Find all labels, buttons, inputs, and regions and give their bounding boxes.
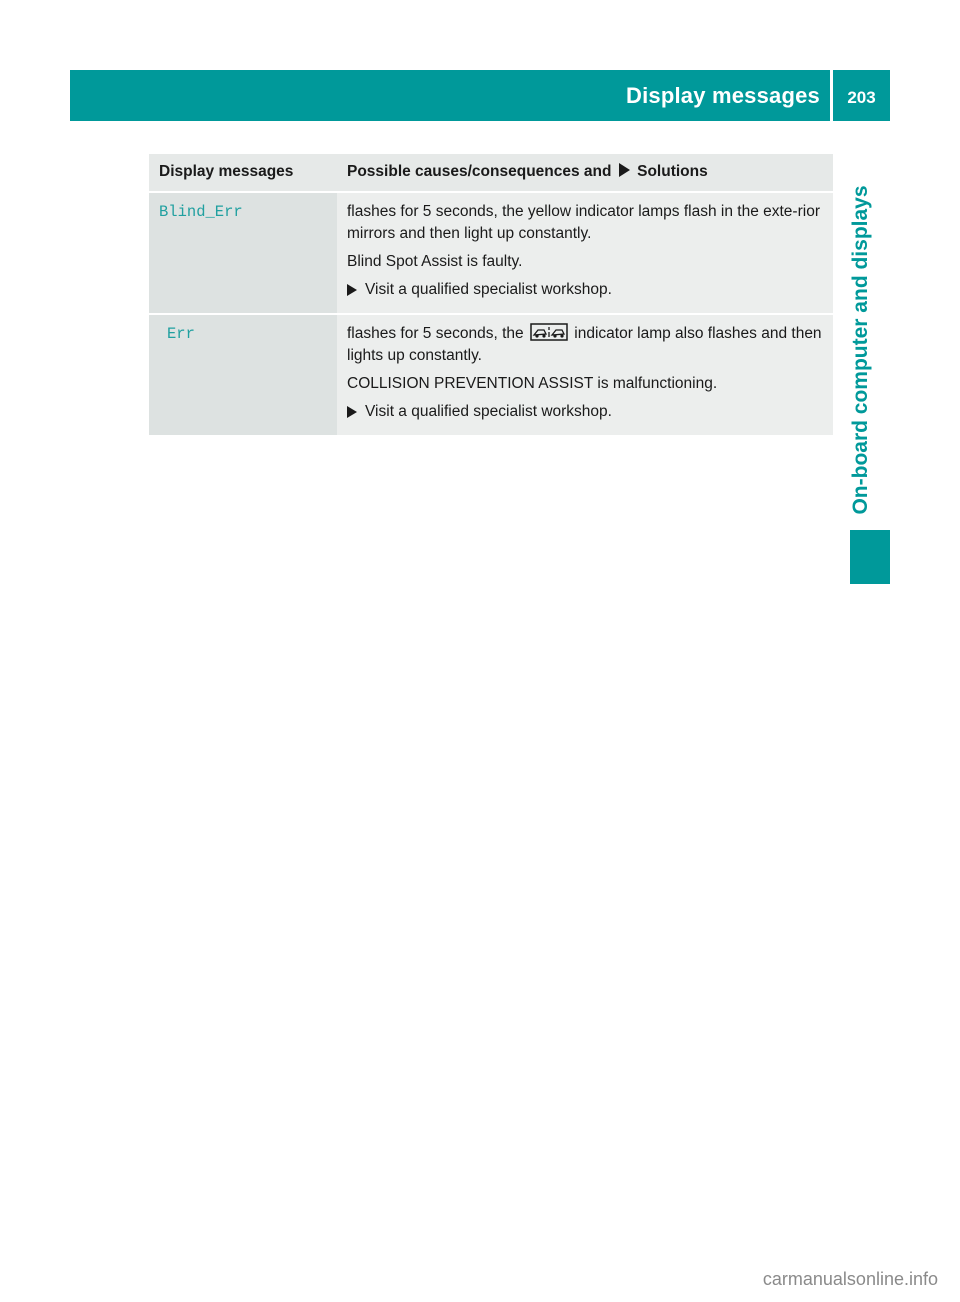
side-chapter-text: On-board computer and displays [849, 185, 872, 515]
side-chapter-tab [850, 530, 890, 584]
footer-watermark[interactable]: carmanualsonline.info [762, 1269, 938, 1289]
message-code: Err [167, 325, 195, 343]
column-header-causes: Possible causes/consequences and [347, 163, 612, 180]
display-messages-table [149, 154, 833, 435]
side-chapter-label [843, 170, 879, 530]
triangle-right-icon [619, 163, 630, 177]
page-header-bar [70, 70, 890, 121]
message-description [347, 323, 823, 367]
solution-step-text: Visit a qualified specialist workshop. [365, 281, 612, 298]
page-number: 203 [847, 88, 876, 107]
message-code: Blind_Err [159, 203, 243, 221]
message-description-cell [337, 314, 833, 435]
message-cause: COLLISION PREVENTION ASSIST is malfunctioning. [347, 375, 718, 392]
triangle-right-icon [347, 284, 357, 296]
message-description: flashes for 5 seconds, the yellow indicator lamps flash in the exte-rior mirrors and then light up constantly. [347, 203, 820, 242]
message-cause: Blind Spot Assist is faulty. [347, 253, 523, 270]
message-code-cell [149, 192, 337, 314]
column-header-causes-solutions [337, 154, 833, 192]
page-section-title: Display messages [626, 83, 820, 108]
message-description-cell [337, 192, 833, 314]
table-row [149, 192, 833, 314]
solution-step [347, 279, 823, 301]
column-header-solutions: Solutions [637, 163, 708, 180]
collision-warning-lamp-icon [530, 323, 568, 341]
message-description-start: flashes for 5 seconds, the [347, 325, 524, 342]
triangle-right-icon [347, 406, 357, 418]
table-header-row [149, 154, 833, 192]
message-code-cell [149, 314, 337, 435]
column-header-display-messages: Display messages [149, 154, 337, 192]
solution-step-text: Visit a qualified specialist workshop. [365, 403, 612, 420]
solution-step [347, 401, 823, 423]
message-description-end: indicator lamp also flashes and then lights up constantly. [347, 325, 822, 364]
table-row [149, 314, 833, 435]
